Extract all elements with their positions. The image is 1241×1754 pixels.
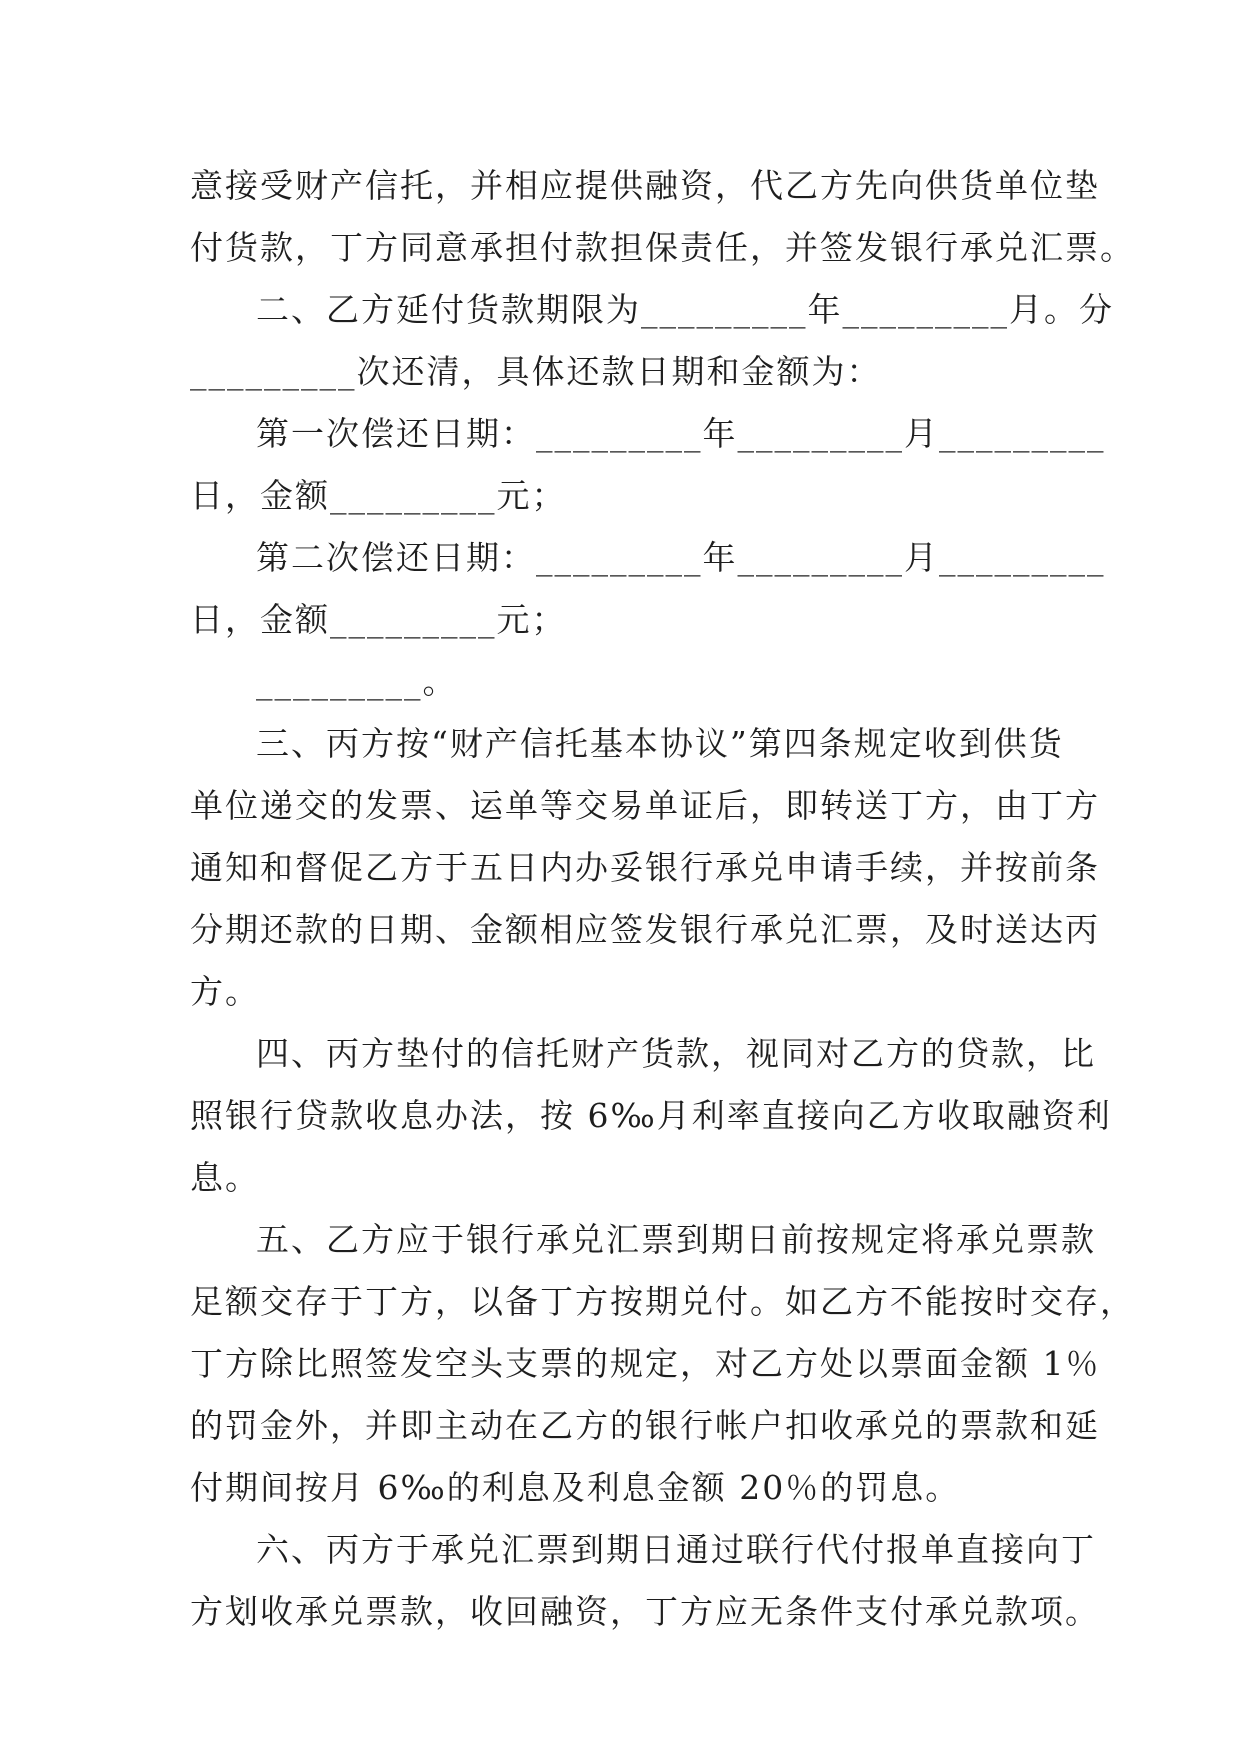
text-line: _________次还清，具体还款日期和金额为： <box>190 352 882 391</box>
text-line: 息。 <box>190 1158 260 1197</box>
paragraph-clause-2 <box>190 279 1114 403</box>
text-line: 二、乙方延付货款期限为_________年_________月。分 <box>256 290 1114 329</box>
paragraph-clause-6 <box>190 1519 1100 1643</box>
text-line: 五、乙方应于银行承兑汇票到期日前按规定将承兑票款 <box>256 1220 1096 1259</box>
paragraph-clause-5 <box>190 1209 1135 1519</box>
text-line: 四、丙方垫付的信托财产货款，视同对乙方的贷款，比 <box>256 1034 1096 1073</box>
text-line: 单位递交的发票、运单等交易单证后，即转送丁方，由丁方 <box>190 786 1100 825</box>
text-line: 分期还款的日期、金额相应签发银行承兑汇票，及时送达丙 <box>190 910 1100 949</box>
paragraph-blank-line <box>190 651 1070 713</box>
text-line: 日，金额_________元； <box>190 476 567 515</box>
text-line: 方。 <box>190 972 260 1011</box>
paragraph-clause-3 <box>190 713 1100 1023</box>
text-line: 三、丙方按“财产信托基本协议”第四条规定收到供货 <box>256 724 1064 763</box>
text-line: 照银行贷款收息办法，按 6‰月利率直接向乙方收取融资利 <box>190 1096 1112 1135</box>
text-line: 方划收承兑票款，收回融资，丁方应无条件支付承兑款项。 <box>190 1592 1100 1631</box>
text-line: 足额交存于丁方，以备丁方按期兑付。如乙方不能按时交存， <box>190 1282 1135 1321</box>
paragraph-clause-4 <box>190 1023 1112 1209</box>
text-line: 六、丙方于承兑汇票到期日通过联行代付报单直接向丁 <box>256 1530 1096 1569</box>
text-line: 日，金额_________元； <box>190 600 567 639</box>
text-line: 通知和督促乙方于五日内办妥银行承兑申请手续，并按前条 <box>190 848 1100 887</box>
text-line: 第一次偿还日期：_________年_________月_________ <box>256 414 1106 453</box>
text-line: 第二次偿还日期：_________年_________月_________ <box>256 538 1106 577</box>
text-line: 的罚金外，并即主动在乙方的银行帐户扣收承兑的票款和延 <box>190 1406 1100 1445</box>
paragraph-first-repayment <box>190 403 1106 527</box>
paragraph-second-repayment <box>190 527 1106 651</box>
contract-text <box>190 155 1135 1643</box>
text-line: _________。 <box>256 662 458 701</box>
paragraph-1-continued <box>190 155 1135 279</box>
text-line: 意接受财产信托，并相应提供融资，代乙方先向供货单位垫 <box>190 166 1100 205</box>
text-line: 付货款，丁方同意承担付款担保责任，并签发银行承兑汇票。 <box>190 228 1135 267</box>
text-line: 付期间按月 6‰的利息及利息金额 20％的罚息。 <box>190 1468 961 1507</box>
text-line: 丁方除比照签发空头支票的规定，对乙方处以票面金额 1％ <box>190 1344 1101 1383</box>
